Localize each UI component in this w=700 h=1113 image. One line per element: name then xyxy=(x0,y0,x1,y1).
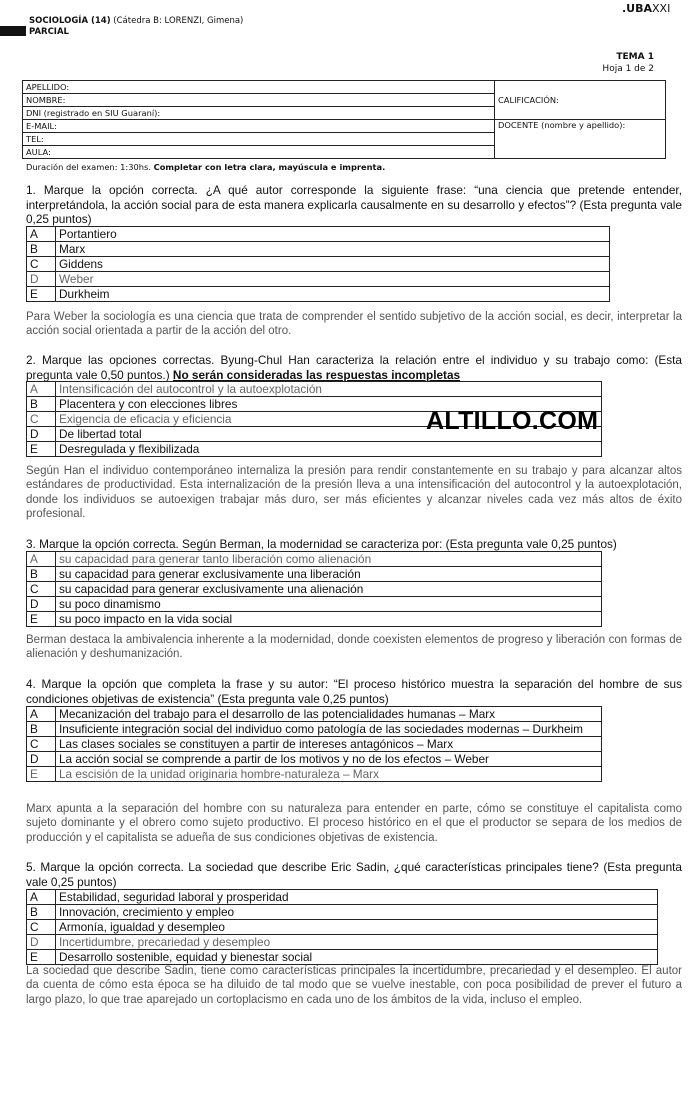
option-row[interactable]: A Mecanización del trabajo para el desarrollo de las potencialidades humanas – Marx xyxy=(27,707,602,722)
option-row[interactable]: C Las clases sociales se constituyen a partir de intereses antagónicos – Marx xyxy=(27,737,602,752)
email-field[interactable]: E-MAIL: xyxy=(23,120,495,133)
option-row[interactable]: E La escisión de la unidad originaria hombre-naturaleza – Marx xyxy=(27,767,602,782)
option-row[interactable]: C Armonía, igualdad y desempleo xyxy=(27,920,658,935)
incomplete-answers-warning: No serán consideradas las respuestas incompletas xyxy=(172,367,461,382)
option-row[interactable]: D Incertidumbre, precariedad y desempleo xyxy=(27,935,658,950)
option-row[interactable]: A su capacidad para generar tanto liberación como alienación xyxy=(27,552,602,567)
question-3-explanation: Berman destaca la ambivalencia inherente a la modernidad, donde coexisten elementos de progreso y liberación con formas de alienación y deshumanización. xyxy=(26,634,682,661)
option-row[interactable]: A Intensificación del autocontrol y la autoexplotación xyxy=(27,382,602,397)
option-row[interactable]: B Insuficiente integración social del individuo como patología de las sociedades modernas – Durkheim xyxy=(27,722,602,737)
catedra-label: (Cátedra B: LORENZI, Gimena) xyxy=(110,16,244,26)
option-row[interactable]: D De libertad total xyxy=(27,427,602,442)
tema-label: TEMA 1 xyxy=(616,52,654,62)
uba-xxi-logo: .UBAXXI xyxy=(622,2,671,15)
question-2-text: 2. Marque las opciones correctas. Byung-Chul Han caracteriza la relación entre el individuo y su trabajo como: (Esta pregunta vale 0,50 puntos.) No serán consideradas las respuestas incompletas xyxy=(26,353,682,382)
option-row[interactable]: D La acción social se comprende a partir de los motivos y no de los efectos – Weber xyxy=(27,752,602,767)
question-5-text: 5. Marque la opción correcta. La sociedad que describe Eric Sadin, ¿qué características principales tiene? (Esta pregunta vale 0,25 puntos) xyxy=(26,860,682,889)
question-5-explanation: La sociedad que describe Sadin, tiene como características principales la incertidumbre, precariedad y el desempleo. El autor da cuenta de cómo esta época se ha diluido de tal modo que se vuelve inestable, con poca posibilidad de prever el futuro a largo plazo, lo que trae aparejado un cortoplacismo en cada uno de los ámbitos de la vida, incluso el empleo. xyxy=(26,965,682,1006)
tel-field[interactable]: TEL: xyxy=(23,133,495,146)
exam-duration-note: Duración del examen: 1:30hs. Completar con letra clara, mayúscula e imprenta. xyxy=(26,162,386,172)
option-row[interactable]: C Giddens xyxy=(27,257,610,272)
altillo-watermark: ALTILLO.COM xyxy=(426,407,599,435)
question-4-text: 4. Marque la opción que completa la frase y su autor: “El proceso histórico muestra la separación del hombre de sus condiciones objetivas de existencia” (Esta pregunta vale 0,25 puntos) xyxy=(26,677,682,706)
question-3-text: 3. Marque la opción correcta. Según Berman, la modernidad se caracteriza por: (Esta pregunta vale 0,25 puntos) xyxy=(26,537,617,551)
question-2-explanation: Según Han el individuo contemporáneo internaliza la presión para rendir constantemente en su trabajo y para alcanzar altos estándares de productividad. Esta internalización de la presión lleva a una intensificación del autocontrol y la autoexplotación, donde los individuos se autoexigen trabajar más duro, ser más eficientes y alcanzar niveles cada vez más altos de éxito profesional. xyxy=(26,465,682,520)
option-row[interactable]: E Desarrollo sostenible, equidad y bienestar social xyxy=(27,950,658,965)
question-4-options xyxy=(26,706,602,782)
tema-block xyxy=(602,51,654,75)
dni-field[interactable]: DNI (registrado en SIU Guaraní): xyxy=(23,107,495,120)
option-row[interactable]: C su capacidad para generar exclusivamente una alienación xyxy=(27,582,602,597)
question-3-options xyxy=(26,551,602,627)
option-row[interactable]: B su capacidad para generar exclusivamente una liberación xyxy=(27,567,602,582)
question-4-explanation: Marx apunta a la separación del hombre con su naturaleza para entender en parte, cómo se constituye el capitalista como sujeto dominante y el obrero como sujeto productivo. El proceso histórico en el que el productor se separa de los medios de producción y el capitalista se adueña de sus condiciones objetivas de existencia. xyxy=(26,803,682,844)
black-tab-marker xyxy=(0,26,26,36)
student-info-table xyxy=(22,80,666,159)
question-1-text: 1. Marque la opción correcta. ¿A qué autor corresponde la siguiente frase: “una ciencia que pretende entender, interpretándola, la acción social para de esta manera explicarla causalmente en su desarrollo y efectos”? (Esta pregunta vale 0,25 puntos) xyxy=(26,183,682,227)
option-row[interactable]: C Exigencia de eficacia y eficiencia xyxy=(27,412,602,427)
option-row[interactable]: E su poco impacto en la vida social xyxy=(27,612,602,627)
apellido-field[interactable]: APELLIDO: xyxy=(23,81,495,94)
option-row[interactable]: D Weber xyxy=(27,272,610,287)
option-row[interactable]: A Portantiero xyxy=(27,227,610,242)
page-counter: Hoja 1 de 2 xyxy=(602,64,654,74)
option-row[interactable]: E Desregulada y flexibilizada xyxy=(27,442,602,457)
docente-field[interactable]: DOCENTE (nombre y apellido): xyxy=(495,120,666,159)
option-row[interactable]: A Estabilidad, seguridad laboral y prosperidad xyxy=(27,890,658,905)
option-row[interactable]: B Placentera y con elecciones libres xyxy=(27,397,602,412)
question-5-options xyxy=(26,889,658,965)
exam-type: PARCIAL xyxy=(29,27,69,37)
nombre-field[interactable]: NOMBRE: xyxy=(23,94,495,107)
option-row[interactable]: B Innovación, crecimiento y empleo xyxy=(27,905,658,920)
calificacion-field[interactable]: CALIFICACIÓN: xyxy=(495,81,666,120)
option-row[interactable]: B Marx xyxy=(27,242,610,257)
question-1-explanation: Para Weber la sociología es una ciencia que trata de comprender el sentido subjetivo de la acción social, es decir, interpretar la acción social orientada a partir de la acción del otro. xyxy=(26,311,682,338)
subject-title: SOCIOLOGÍA (14) xyxy=(29,16,111,26)
question-1-options xyxy=(26,226,610,302)
aula-field[interactable]: AULA: xyxy=(23,146,495,159)
option-row[interactable]: D su poco dinamismo xyxy=(27,597,602,612)
course-header xyxy=(29,16,243,38)
option-row[interactable]: E Durkheim xyxy=(27,287,610,302)
